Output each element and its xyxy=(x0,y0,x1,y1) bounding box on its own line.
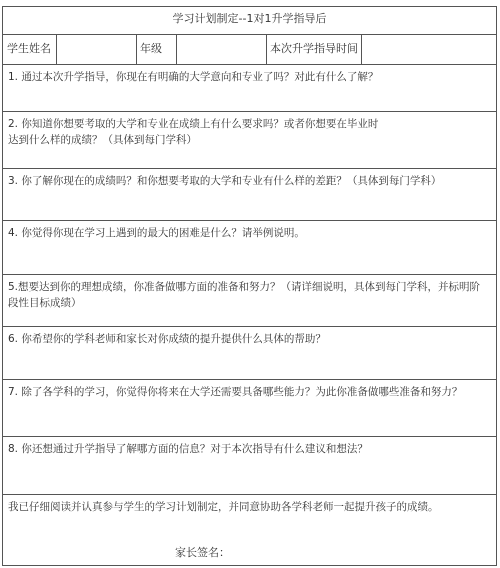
grade-label: 年级 xyxy=(140,42,162,55)
question-text: 6. 你希望你的学科老师和家长对你成绩的提升提供什么具体的帮助？ xyxy=(8,333,326,345)
question-text: 4. 你觉得你现在学习上遇到的最大的困难是什么？请举例说明。 xyxy=(8,227,305,239)
question-text: 5.想要达到你的理想成绩，你准备做哪方面的准备和努力？（请详细说明，具体到每门学科，并标明阶段性目标成绩） xyxy=(8,281,481,309)
confirmation-statement: 我已仔细阅读并认真参与学生的学习计划制定，并同意协助各学科老师一起提升孩子的成绩。 xyxy=(8,501,439,513)
question-text: 7. 除了各学科的学习，你觉得你将来在大学还需要具备哪些能力？为此你准备做哪些准备和努力？ xyxy=(8,386,463,398)
question-6[interactable] xyxy=(3,327,496,380)
question-5[interactable] xyxy=(3,275,496,327)
question-text: 3. 你了解你现在的成绩吗？和你想要考取的大学和专业有什么样的差距？（具体到每门学科） xyxy=(8,175,442,187)
question-text: 1. 通过本次升学指导，你现在有明确的大学意向和专业了吗？对此有什么了解？ xyxy=(8,71,379,83)
question-8[interactable] xyxy=(3,437,496,495)
student-info-row xyxy=(3,35,496,65)
question-4[interactable] xyxy=(3,221,496,275)
student-name-field[interactable] xyxy=(56,35,136,64)
question-1[interactable] xyxy=(3,65,496,112)
student-name-label: 学生姓名 xyxy=(7,42,51,55)
question-text: 8. 你还想通过升学指导了解哪方面的信息？对于本次指导有什么建议和想法？ xyxy=(8,443,368,455)
question-7[interactable] xyxy=(3,380,496,437)
guidance-time-field[interactable] xyxy=(361,35,496,64)
form-title: 学习计划制定--1对1升学指导后 xyxy=(3,7,496,35)
parent-signature-label[interactable]: 家长签名： xyxy=(175,546,230,559)
question-3[interactable] xyxy=(3,169,496,221)
grade-field[interactable] xyxy=(176,35,266,64)
guidance-time-label: 本次升学指导时间 xyxy=(270,42,358,55)
study-plan-form xyxy=(2,6,497,566)
question-text: 2. 你知道你想要考取的大学和专业在成绩上有什么要求吗？或者你想要在毕业时达到什么样的成绩？（具体到每门学科） xyxy=(8,118,379,146)
parent-confirmation xyxy=(3,495,496,567)
question-2[interactable] xyxy=(3,112,496,169)
